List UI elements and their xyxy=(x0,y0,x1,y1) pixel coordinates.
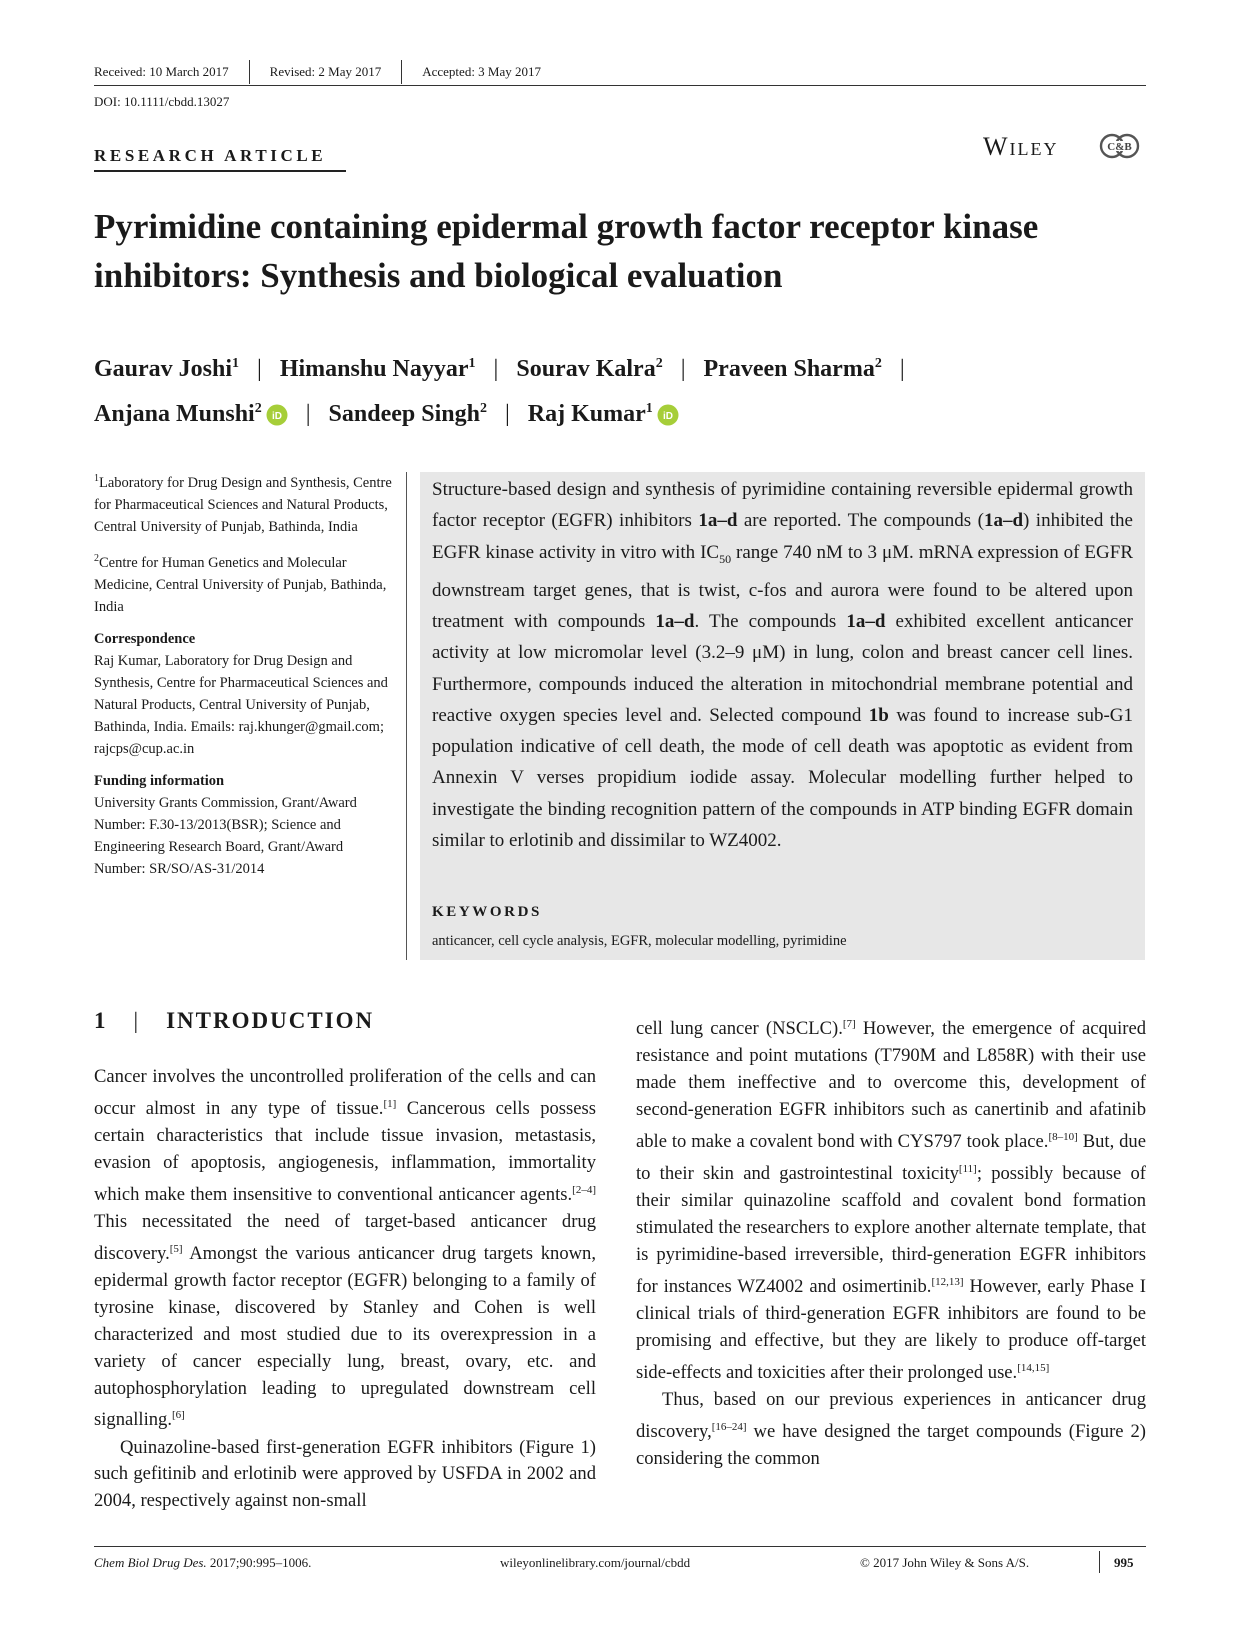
abstract-box xyxy=(420,472,1145,960)
citation-ref[interactable]: [6] xyxy=(172,1409,185,1422)
revised-date: Revised: 2 May 2017 xyxy=(269,64,382,79)
funding-text: University Grants Commission, Grant/Award Number: F.30-13/2013(BSR); Science and Engineering Research Board, Grant/Award Number: SR/SO/AS-31/2014 xyxy=(94,794,357,877)
article-dates xyxy=(94,60,541,84)
author[interactable]: Sourav Kalra$^2$ xyxy=(516,356,663,382)
header-rule xyxy=(94,85,1146,86)
body-column-right xyxy=(636,1011,1146,1473)
citation-ref[interactable]: [16–24] xyxy=(711,1420,747,1433)
copyright: © 2017 John Wiley & Sons A/S. xyxy=(860,1555,1030,1570)
orcid-icon[interactable] xyxy=(266,404,288,426)
received-date: Received: 10 March 2017 xyxy=(94,64,229,79)
citation-ref[interactable]: [7] xyxy=(842,1018,856,1030)
article-title: Pyrimidine containing epidermal growth factor receptor kinase inhibitors: Synthesis and biological evaluation xyxy=(94,207,1039,295)
body-column-left xyxy=(94,1064,596,1515)
citation-ref[interactable]: [11] xyxy=(958,1162,977,1175)
keywords: anticancer, cell cycle analysis, EGFR, molecular modelling, pyrimidine xyxy=(432,933,847,949)
paragraph: Thus, based on our previous experiences in anticancer drug discovery,[16–24] we have designed the target compounds (Figure 2) considering the common xyxy=(636,1388,1146,1469)
journal-url[interactable]: wileyonlinelibrary.com/journal/cbdd xyxy=(500,1555,691,1570)
svg-text:iD: iD xyxy=(662,411,673,423)
author[interactable]: Anjana Munshi$^2$ xyxy=(94,401,262,427)
divider xyxy=(401,60,402,84)
author[interactable]: Praveen Sharma$^2$ xyxy=(703,356,882,382)
keywords-heading: KEYWORDS xyxy=(432,904,542,920)
author[interactable]: Raj Kumar$^1$ xyxy=(527,401,653,427)
doi[interactable]: DOI: 10.1111/cbdd.13027 xyxy=(94,94,230,109)
footer-rule xyxy=(94,1546,1146,1547)
citation-ref[interactable]: [5] xyxy=(169,1242,183,1255)
article-type-underline xyxy=(94,170,346,172)
affiliation: $^1$Laboratory for Drug Design and Synthesis, Centre for Pharmaceutical Sciences and Natural Products, Central University of Punjab, Bathinda, India xyxy=(94,473,392,535)
orcid-icon[interactable] xyxy=(657,404,679,426)
affiliation: $^2$Centre for Human Genetics and Molecular Medicine, Central University of Punjab, Bathinda, India xyxy=(94,552,387,615)
author-list: Gaurav Joshi$^1$ | Himanshu Nayyar$^1$ | Sourav Kalra$^2$ | Praveen Sharma$^2$ | Anjana Munshi$^2$ iD | Sandeep Singh$^2$ | Raj Kumar$^1$ iD xyxy=(94,356,905,427)
cbdd-logo-icon xyxy=(1096,130,1144,166)
citation-ref[interactable]: [12,13] xyxy=(931,1275,964,1288)
correspondence-heading: Correspondence xyxy=(94,630,196,647)
author[interactable]: Himanshu Nayyar$^1$ xyxy=(279,356,476,382)
journal-citation: Chem Biol Drug Des. 2017;90:995–1006. xyxy=(94,1555,312,1570)
logo-text: C&B xyxy=(1107,141,1132,153)
column-divider xyxy=(406,472,407,960)
author[interactable]: Sandeep Singh$^2$ xyxy=(328,401,487,427)
citation-ref[interactable]: [1] xyxy=(383,1097,397,1110)
abstract-text: Structure-based design and synthesis of pyrimidine containing reversible epidermal growth factor receptor (EGFR) inhibitors 1a–d are reported. The compounds (1a–d) inhibited the EGFR kinase activity in vitro with $IC_{50}$ range 740 nM to 3 μM. mRNA expression of EGFR downstream target genes, that is twist, c-fos and aurora were found to be altered upon treatment with compounds 1a–d. The compounds 1a–d exhibited excellent anticancer activity at low micromolar level (3.2–9 μM) in lung, colon and breast cancer cell lines. Furthermore, compounds induced the alteration in mitochondrial membrane potential and reactive oxygen species level and. Selected compound 1b was found to increase sub-G1 population indicative of cell death, the mode of cell death was apoptotic as evident from Annexin V verses propidium iodide assay. Molecular modelling further helped to investigate the binding recognition pattern of the compounds in ATP binding EGFR domain similar to erlotinib and dissimilar to WZ4002. xyxy=(432,479,1134,852)
page-number: 995 xyxy=(1114,1555,1134,1570)
citation-ref[interactable]: [2–4] xyxy=(572,1183,596,1196)
article-info-column xyxy=(94,468,394,890)
accepted-date: Accepted: 3 May 2017 xyxy=(422,64,542,79)
citation-ref[interactable]: [8–10] xyxy=(1048,1130,1078,1143)
citation-ref[interactable]: [14,15] xyxy=(1017,1361,1050,1374)
section-title: INTRODUCTION xyxy=(166,1008,375,1033)
section-heading: 1 | INTRODUCTION xyxy=(94,1008,375,1033)
publisher-logo: Wiley xyxy=(983,132,1059,161)
paragraph: Quinazoline-based first-generation EGFR inhibitors (Figure 1) such gefitinib and erlotinib were approved by USFDA in 2002 and 2004, respectively against non-small xyxy=(94,1436,596,1512)
funding-heading: Funding information xyxy=(94,772,225,789)
divider xyxy=(1099,1551,1100,1573)
paragraph: cell lung cancer (NSCLC).[7] However, the emergence of acquired resistance and point mutations (T790M and L858R) with their use made them ineffective and to overcome this, development of second-generation EGFR inhibitors such as canertinib and afatinib able to make a covalent bond with CYS797 took place.[8–10] But, due to their skin and gastrointestinal toxicity[11]; possibly because of their similar quinazoline scaffold and covalent bond formation stimulated the researchers to explore another alternate template, that is pyrimidine-based irreversible, third-generation EGFR inhibitors for instances WZ4002 and osimertinib.[12,13] However, early Phase I clinical trials of third-generation EGFR inhibitors are found to be promising and effective, but they are likely to produce off-target side-effects and toxicities after their prolonged use.[14,15] xyxy=(636,1018,1146,1383)
paragraph: Cancer involves the uncontrolled proliferation of the cells and can occur almost in any type of tissue.[1] Cancerous cells possess certain characteristics that include tissue invasion, metastasis, evasion of apoptosis, angiogenesis, inflammation, immortality which make them insensitive to conventional anticancer agents.[2–4] This necessitated the need of target-based anticancer drug discovery.[5] Amongst the various anticancer drug targets known, epidermal growth factor receptor (EGFR) belonging to a family of tyrosine kinase, discovered by Stanley and Cohen is well characterized and most studied due to its overexpression in a variety of cancer especially lung, breast, ovary, etc. and autophosphorylation leading to upregulated downstream cell signalling.[6] xyxy=(94,1066,597,1431)
svg-text:iD: iD xyxy=(271,411,282,423)
author[interactable]: Gaurav Joshi$^1$ xyxy=(94,356,240,382)
correspondence-text: Raj Kumar, Laboratory for Drug Design and Synthesis, Centre for Pharmaceutical Sciences and Natural Products, Central University of Punjab, Bathinda, India. Emails: raj.khunger@gmail.com; rajcps@cup.ac.in xyxy=(94,652,388,757)
divider xyxy=(249,60,250,84)
article-type: RESEARCH ARTICLE xyxy=(94,146,327,165)
section-number: 1 xyxy=(94,1008,108,1033)
